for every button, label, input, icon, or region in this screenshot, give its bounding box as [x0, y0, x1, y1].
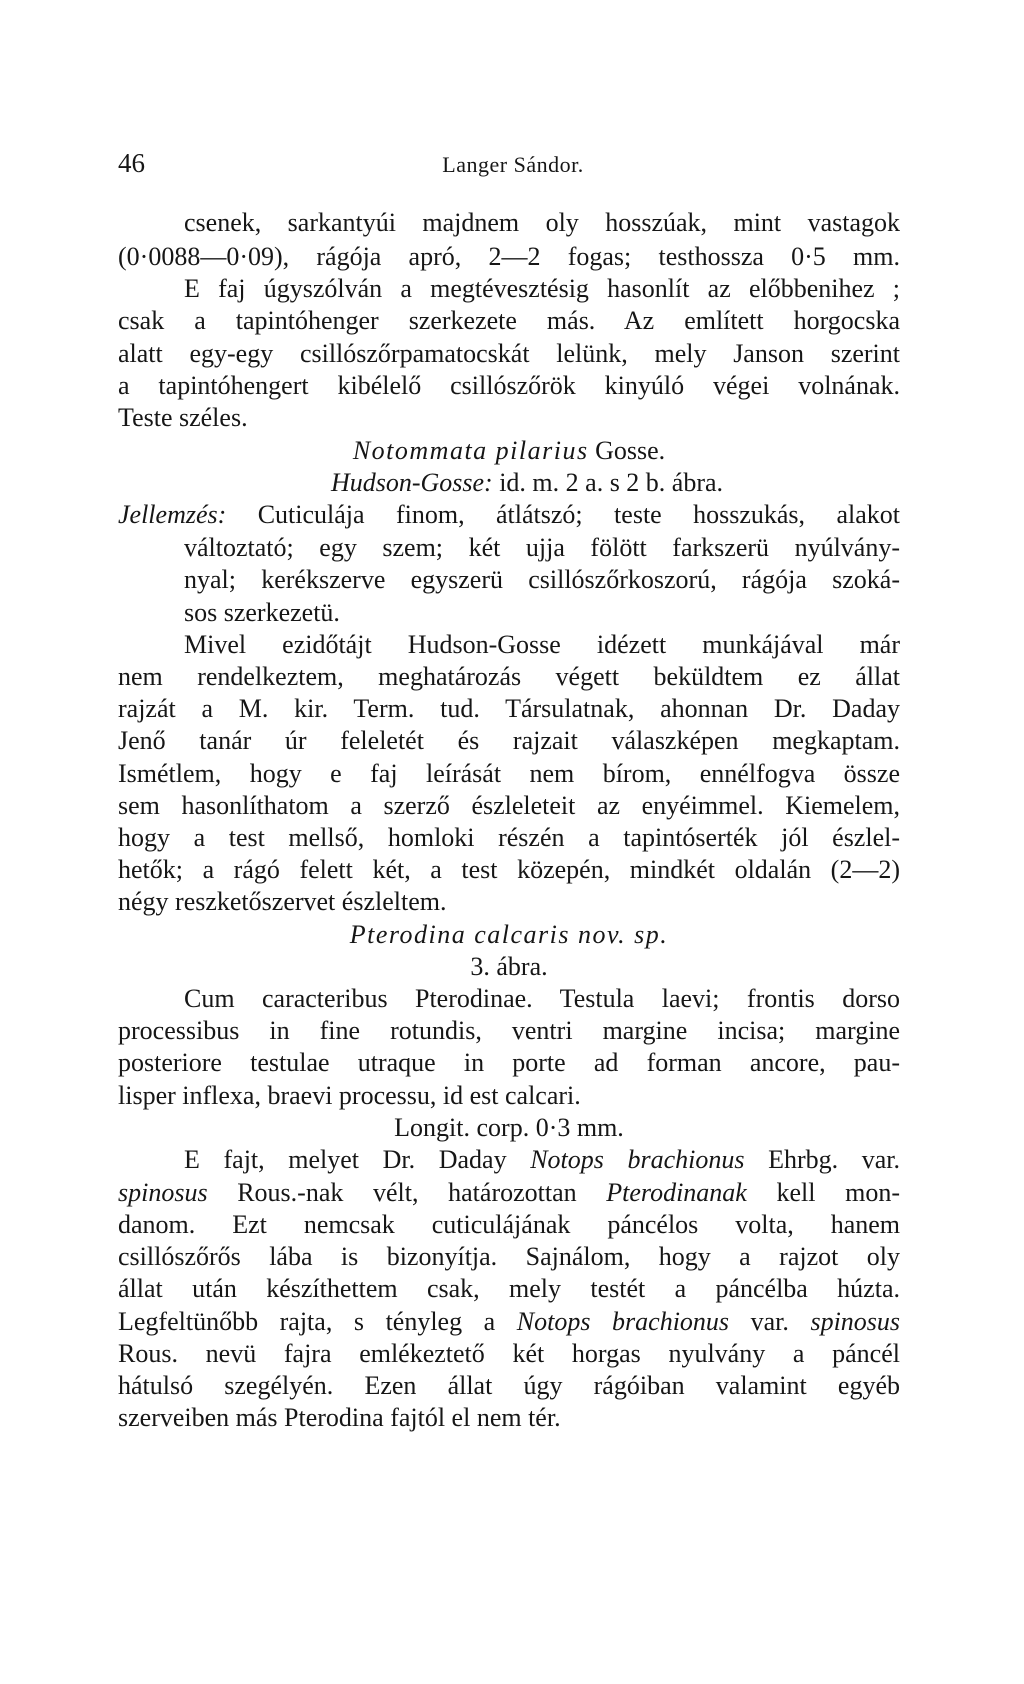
reference-detail: id. m. 2 a. s 2 b. ábra.: [499, 468, 724, 497]
text-line: csak a tapintóhenger szerkezete más. Az említett horgocska: [118, 306, 900, 335]
text-line: változtató; egy szem; két ujja fölött farkszerü nyúlvány-: [184, 533, 900, 562]
text-run: Rous.-nak vélt, határozottan: [237, 1178, 577, 1207]
body-length: Longit. corp. 0·3 mm.: [394, 1113, 624, 1142]
text-line: E faj úgyszólván a megtévesztésig hasonlít az előbbenihez ;: [184, 274, 900, 303]
text-line: danom. Ezt nemcsak cuticulájának páncélos volta, hanem: [118, 1210, 900, 1239]
text-line: szerveiben más Pterodina fajtól el nem tér.: [118, 1403, 561, 1432]
text-line: (0·0088—0·09), rágója apró, 2—2 fogas; testhossza 0·5 mm.: [118, 242, 900, 271]
text-run: kell mon-: [776, 1178, 900, 1207]
text-line: négy reszketőszervet észleltem.: [118, 887, 447, 916]
species-author: Gosse.: [595, 436, 666, 465]
running-head: Langer Sándor.: [442, 152, 584, 177]
species-reference: [118, 466, 900, 500]
reference-author: Hudson-Gosse:: [330, 468, 493, 497]
text-line: Ismétlem, hogy e faj leírását nem bírom, ennélfogva össze: [118, 759, 900, 788]
page-number: 46: [118, 148, 145, 178]
taxon-name: Notops brachionus: [516, 1307, 730, 1336]
taxon-name: spinosus: [810, 1307, 901, 1336]
species-heading-pterodina: [118, 918, 900, 952]
text-line: sos szerkezetü.: [184, 598, 340, 627]
text-line: Rous. nevü fajra emlékeztető két horgas nyulvány a páncél: [118, 1339, 900, 1368]
species-heading-notommata: [118, 434, 900, 468]
text-line: Cum caracteribus Pterodinae. Testula laevi; frontis dorso: [184, 984, 900, 1013]
text-line: nem rendelkeztem, meghatározás végett beküldtem ez állat: [118, 662, 900, 691]
text-line: Mivel ezidőtájt Hudson-Gosse idézett munkájával már: [184, 630, 900, 659]
text-line: lisper inflexa, braevi processu, id est calcari.: [118, 1081, 581, 1110]
figure-reference: 3. ábra.: [470, 952, 548, 981]
text-run: var.: [750, 1307, 789, 1336]
text-line: rajzát a M. kir. Term. tud. Társulatnak, ahonnan Dr. Daday: [118, 694, 900, 723]
text-line: Jenő tanár úr feleletét és rajzait válaszképen megkaptam.: [118, 726, 900, 755]
text-line: csenek, sarkantyúi majdnem oly hosszúak, mint vastagok: [184, 208, 900, 237]
diagnosis-text: Cuticulája finom, átlátszó; teste hosszukás, alakot: [257, 500, 901, 529]
text-line: sem hasonlíthatom a szerző észleleteit az enyéimmel. Kiemelem,: [118, 791, 900, 820]
text-line: [118, 498, 900, 532]
species-name: Pterodina calcaris nov. sp.: [349, 920, 669, 949]
text-line: hátulsó szegélyén. Ezen állat úgy rágóiban valamint egyéb: [118, 1371, 900, 1400]
text-line: [118, 1176, 900, 1210]
text-line: hetők; a rágó felett két, a test közepén, mindkét oldalán (2—2): [118, 855, 900, 884]
text-line: [118, 1143, 900, 1177]
text-line: posteriore testulae utraque in porte ad forman ancore, pau-: [118, 1048, 900, 1077]
species-name: Notommata pilarius: [352, 436, 589, 465]
text-line: nyal; kerékszerve egyszerü csillószőrkoszorú, rágója szoká-: [184, 565, 900, 594]
text-line: állat után készíthettem csak, mely testét a páncélba húzta.: [118, 1274, 900, 1303]
taxon-name: spinosus: [118, 1178, 208, 1207]
text-run: Ehrbg. var.: [768, 1145, 901, 1174]
taxon-name: Pterodinanak: [606, 1178, 747, 1207]
diagnosis-label: Jellemzés:: [118, 500, 227, 529]
text-line: Teste széles.: [118, 403, 248, 432]
page-header: [118, 148, 908, 188]
text-line: [118, 1305, 900, 1339]
text-line: processibus in fine rotundis, ventri margine incisa; margine: [118, 1016, 900, 1045]
taxon-name: Notops brachionus: [530, 1145, 745, 1174]
text-run: Legfeltünőbb rajta, s tényleg a: [118, 1307, 496, 1336]
text-line: a tapintóhengert kibélelő csillószőrök kinyúló végei volnának.: [118, 371, 900, 400]
text-line: alatt egy-egy csillószőrpamatocskát lelünk, mely Janson szerint: [118, 339, 900, 368]
text-run: E fajt, melyet Dr. Daday: [184, 1145, 507, 1174]
text-line: csillószőrős lába is bizonyítja. Sajnálom, hogy a rajzot oly: [118, 1242, 900, 1271]
text-line: hogy a test mellső, homloki részén a tapintóserték jól észlel-: [118, 823, 900, 852]
